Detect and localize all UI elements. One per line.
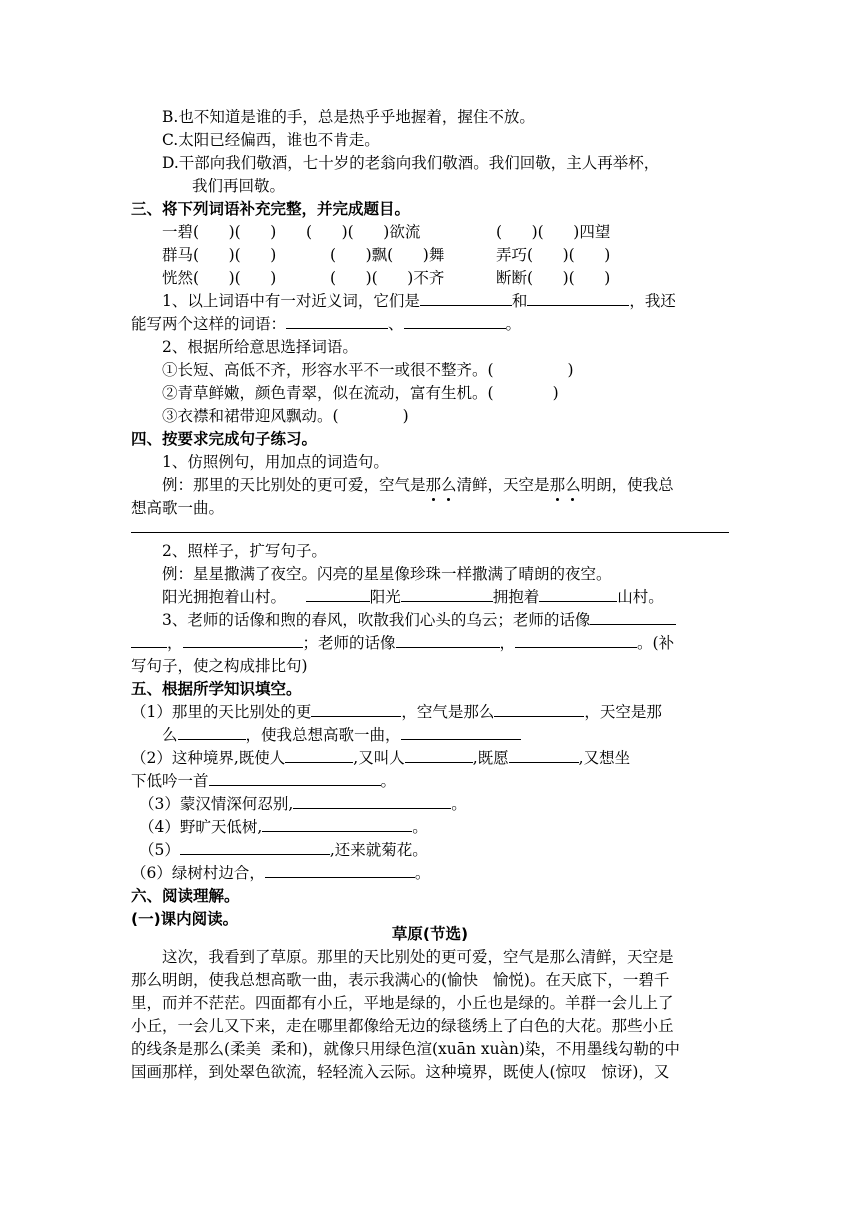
option-c: C.太阳已经偏西，谁也不肯走。 [162,131,380,149]
answer-blank[interactable] [265,862,415,878]
q3-1-cont: 能写两个这样的词语： 、 。 [131,315,522,333]
answer-blank[interactable] [405,747,473,763]
idiom-5: ( )飘( )舞 [330,246,445,264]
q4-2-task: 阳光拥抱着山村。 阳光 拥抱着 山村。 [162,588,664,606]
answer-blank[interactable] [286,313,388,329]
idiom-7: 恍然( )( ) [162,269,277,287]
answer-blank[interactable] [285,747,353,763]
idiom-4: 群马( )( ) [162,246,277,264]
passage-line: 的线条是那么(柔美 柔和)，就像只用绿色渲(xuān xuàn)染，不用墨线勾勒的中 [131,1040,680,1058]
passage-line: 国画那样，到处翠色欲流，轻轻流入云际。这种境界，既使人(惊叹 惊讶)，又 [131,1063,670,1081]
idiom-9: 断断( )( ) [496,269,611,287]
q3-1: 1、以上词语中有一对近义词，它们是 和 ，我还 [162,292,676,310]
idiom-3: ( )( )四望 [496,223,611,241]
q3-2-item2: ②青草鲜嫩，颜色青翠，似在流动，富有生机。( ) [162,384,559,402]
passage-line: 那么明朗，使我总想高歌一曲，表示我满心的(愉快 愉悦)。在天底下，一碧千 [131,971,670,989]
q4-2-example: 例：星星撒满了夜空。闪亮的星星像珍珠一样撒满了晴朗的夜空。 [162,565,612,583]
answer-blank[interactable] [262,816,412,832]
answer-blank[interactable] [539,586,617,602]
section4-heading: 四、按要求完成句子练习。 [131,430,318,448]
answer-blank[interactable] [515,632,637,648]
q5-5: （5） ,还来就菊花。 [139,841,428,859]
answer-blank[interactable] [420,290,512,306]
idiom-2: ( )( )欲流 [306,223,421,241]
q5-4: （4）野旷天低树, 。 [139,818,428,836]
q5-2-cont: 下低吟一首 。 [131,772,397,790]
passage-line: 里，而并不茫茫。四面都有小丘，平地是绿的，小丘也是绿的。羊群一会儿上了 [131,994,674,1012]
q4-3-cont: ， ；老师的话像 ， 。(补 [131,632,674,654]
section6-heading: 六、阅读理解。 [131,887,240,905]
option-d: D.干部向我们敬酒，七十岁的老翁向我们敬酒。我们回敬，主人再举杯， [162,154,660,172]
passage-title: 草原(节选) [391,925,469,943]
idiom-6: 弄巧( )( ) [496,246,611,264]
q5-1-cont: 么 ，使我总想高歌一曲， [162,724,521,746]
answer-blank[interactable] [401,724,521,740]
answer-blank[interactable] [178,724,246,740]
answer-blank[interactable] [396,632,500,648]
q4-1-example-cont: 想高歌一曲。 [131,499,225,517]
idiom-1: 一碧( )( ) [162,223,277,241]
option-d-cont: 我们再回敬。 [192,177,286,195]
answer-blank[interactable] [306,586,370,602]
answer-blank[interactable] [293,793,451,809]
q5-6: （6）绿树村边合， 。 [131,864,431,882]
answer-blank[interactable] [494,701,584,717]
q3-2-item3: ③衣襟和裙带迎风飘动。( ) [162,407,409,425]
q5-2: （2）这种境界,既使人 ,又叫人 ,既愿 ,又想坐 [131,749,631,767]
answer-blank[interactable] [401,586,493,602]
option-b: B.也不知道是谁的手，总是热乎乎地握着，握住不放。 [162,108,535,126]
section6-sub: (一)课内阅读。 [131,910,239,928]
answer-blank[interactable] [180,839,330,855]
answer-blank[interactable] [590,609,676,625]
answer-blank[interactable] [509,747,579,763]
answer-blank[interactable] [131,632,167,648]
answer-blank[interactable] [183,632,303,648]
passage-line: 小丘，一会儿又下来，走在哪里都像给无边的绿毯绣上了白色的大花。那些小丘 [131,1017,674,1035]
q5-3: （3）蒙汉情深何忍别, 。 [139,795,467,813]
q4-3-note: 写句子，使之构成排比句) [131,657,308,675]
q5-1: （1）那里的天比别处的更 ，空气是那么 ，天空是那 [131,703,662,721]
q4-3: 3、老师的话像和煦的春风，吹散我们心头的乌云；老师的话像 [162,609,676,631]
answer-blank[interactable] [209,770,381,786]
q4-1-example: 例：那里的天比别处的更可爱，空气是那么清鲜，天空是那么明朗，使我总 [162,476,674,494]
section3-heading: 三、将下列词语补充完整，并完成题目。 [131,200,411,218]
idiom-8: ( )( )不齐 [330,269,445,287]
section5-heading: 五、根据所学知识填空。 [131,680,302,698]
passage-line: 这次，我看到了草原。那里的天比别处的更可爱，空气是那么清鲜，天空是 [162,948,674,966]
answer-line[interactable] [131,532,729,533]
q3-2: 2、根据所给意思选择词语。 [162,338,358,356]
q3-2-item1: ①长短、高低不齐，形容水平不一或很不整齐。( ) [162,361,574,379]
answer-blank[interactable] [527,290,629,306]
answer-blank[interactable] [311,701,401,717]
q4-2: 2、照样子，扩写句子。 [162,542,327,560]
answer-blank[interactable] [404,313,506,329]
q4-1: 1、仿照例句，用加点的词造句。 [162,453,389,471]
